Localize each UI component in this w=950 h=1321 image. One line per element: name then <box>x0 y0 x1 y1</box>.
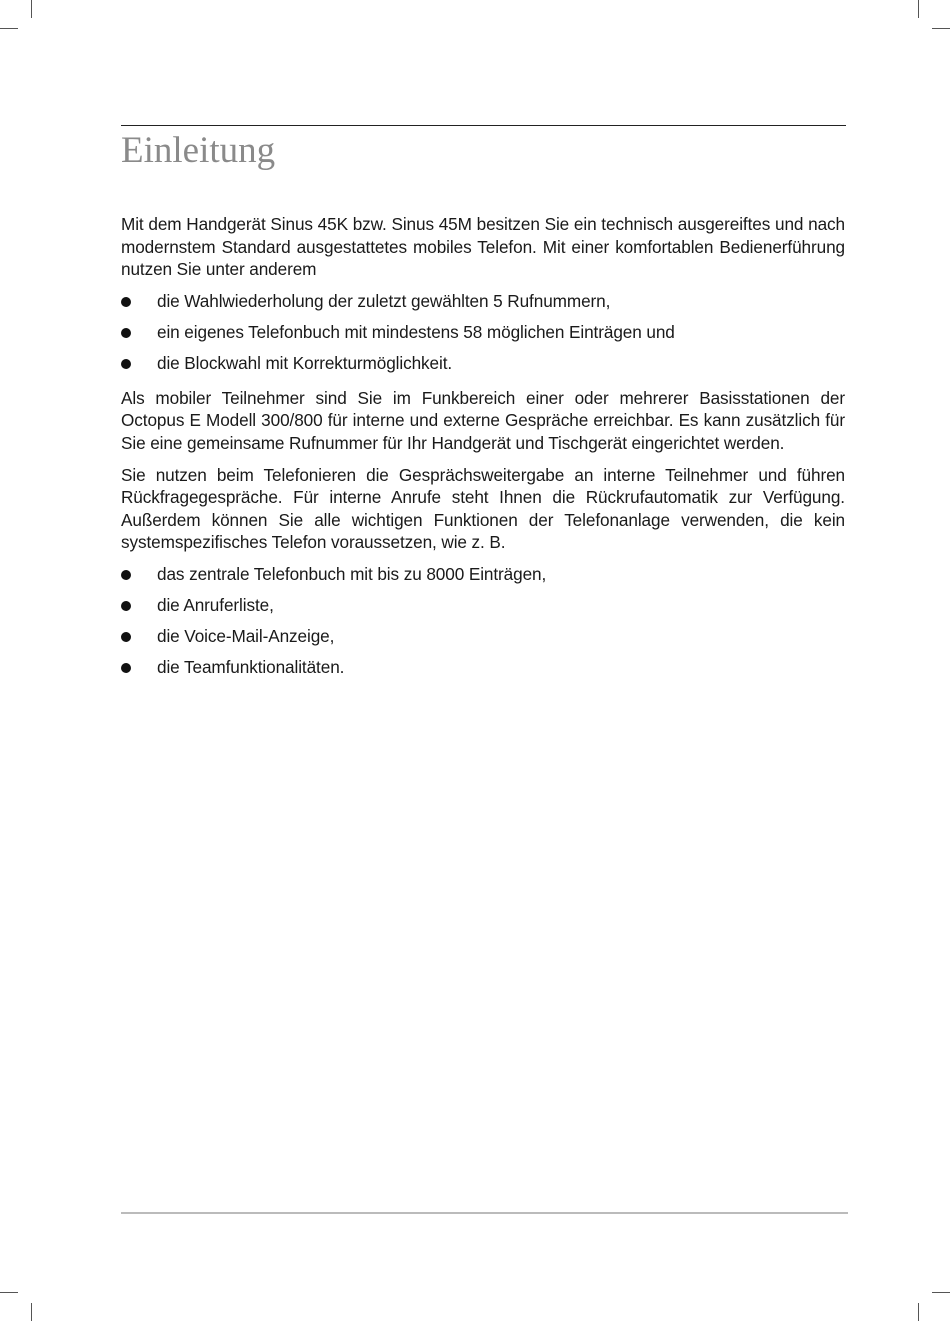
system-features-list <box>121 563 845 683</box>
list-item <box>121 625 845 656</box>
list-item-text: die Wahlwiederholung der zuletzt gewählten 5 Rufnummern, <box>157 290 611 311</box>
bullet-icon <box>121 632 131 642</box>
intro-paragraph: Mit dem Handgerät Sinus 45K bzw. Sinus 45M besitzen Sie ein technisch ausgereiftes und nach modernstem Standard ausgestattetes mobiles Telefon. Mit einer komfortablen Bedienerführung nutzen Sie unter anderem <box>121 214 845 280</box>
list-item-text: die Blockwahl mit Korrekturmöglichkeit. <box>157 352 453 373</box>
list-item-text: die Voice-Mail-Anzeige, <box>157 625 335 646</box>
crop-mark-bottom-right-vertical <box>918 1303 919 1321</box>
crop-mark-bottom-right-horizontal <box>932 1292 950 1293</box>
mobile-paragraph: Als mobiler Teilnehmer sind Sie im Funkbereich einer oder mehrerer Basisstationen der Octopus E Modell 300/800 für interne und externe Gespräche erreichbar. Es kann zusätzlich für Sie eine gemeinsame Rufnummer für Ihr Handgerät und Tischgerät eingerichtet werden. <box>121 387 845 453</box>
crop-mark-top-left-horizontal <box>0 28 18 29</box>
list-item <box>121 352 845 379</box>
list-item-text: das zentrale Telefonbuch mit bis zu 8000 Einträgen, <box>157 563 547 584</box>
features-list <box>121 290 845 379</box>
crop-mark-top-left-vertical <box>31 0 32 18</box>
bullet-icon <box>121 663 131 673</box>
list-item <box>121 563 845 594</box>
usage-paragraph: Sie nutzen beim Telefonieren die Gesprächsweitergabe an interne Teilnehmer und führen Rückfragegespräche. Für interne Anrufe steht Ihnen die Rückrufautomatik zur Verfügung. Außerdem können Sie alle wichtigen Funktionen der Telefonanlage verwenden, die kein systemspezifisches Telefon voraussetzen, wie z. B. <box>121 464 845 553</box>
list-item-text: die Teamfunktionalitäten. <box>157 656 345 677</box>
list-item-text: ein eigenes Telefonbuch mit mindestens 58 möglichen Einträgen und <box>157 321 675 342</box>
bullet-icon <box>121 601 131 611</box>
bullet-icon <box>121 359 131 369</box>
crop-mark-bottom-left-vertical <box>31 1303 32 1321</box>
footer-rule <box>121 1212 848 1214</box>
list-item <box>121 594 845 625</box>
header-rule <box>121 125 846 126</box>
crop-mark-bottom-left-horizontal <box>0 1292 18 1293</box>
crop-mark-top-right-horizontal <box>932 28 950 29</box>
list-item <box>121 321 845 352</box>
crop-mark-top-right-vertical <box>918 0 919 18</box>
list-item <box>121 290 845 321</box>
bullet-icon <box>121 297 131 307</box>
list-item-text: die Anruferliste, <box>157 594 274 615</box>
page-title: Einleitung <box>121 130 276 171</box>
list-item <box>121 656 845 683</box>
bullet-icon <box>121 570 131 580</box>
bullet-icon <box>121 328 131 338</box>
main-content <box>121 213 845 691</box>
